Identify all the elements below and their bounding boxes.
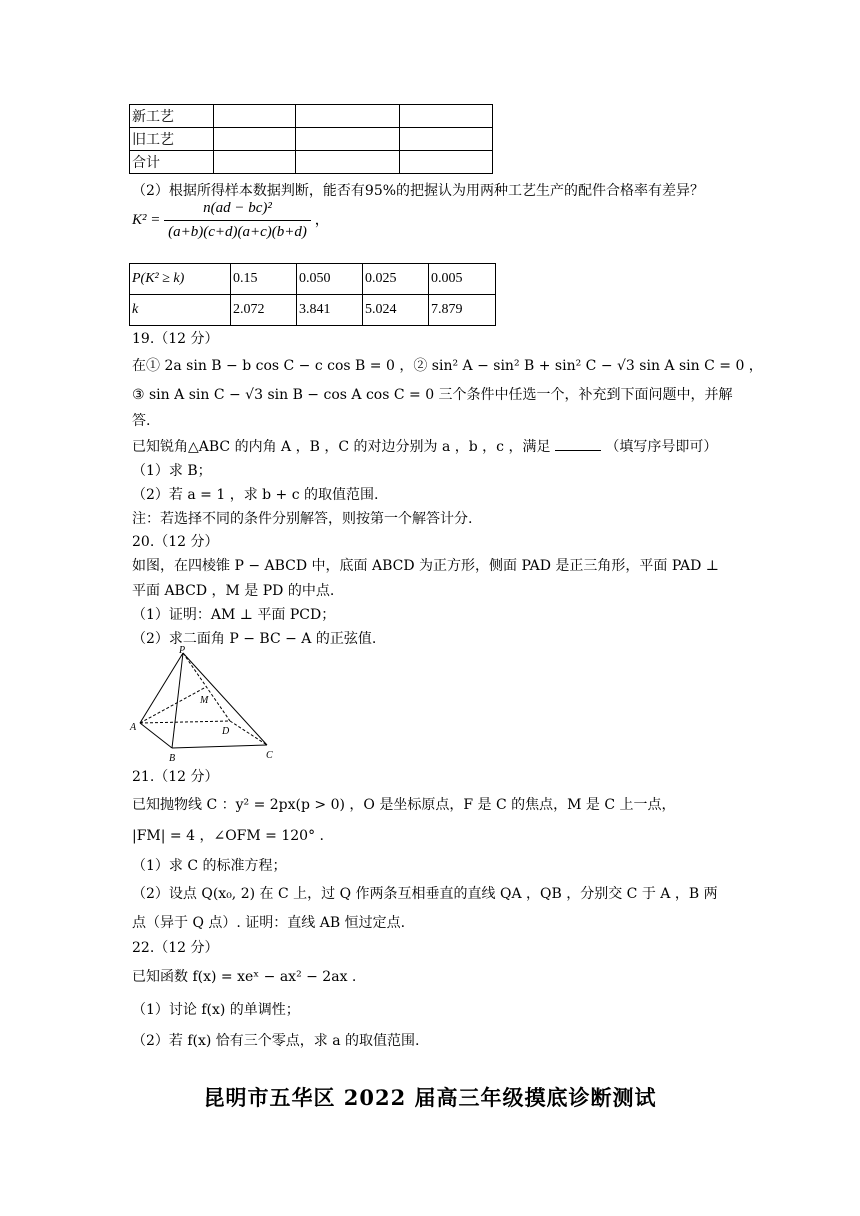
formula-denominator: (a+b)(c+d)(a+c)(b+d) <box>168 224 307 240</box>
row-label: 新工艺 <box>130 105 214 128</box>
page-title: 昆明市五华区 2022 届高三年级摸底诊断测试 <box>203 1085 657 1110</box>
q19-part2: （2）若 a = 1 ，求 b + c 的取值范围. <box>132 487 379 503</box>
chi-square-formula <box>132 200 330 241</box>
table-row <box>130 151 493 174</box>
q19-stem <box>132 436 717 456</box>
table-cell: 0.025 <box>363 264 429 295</box>
q21-part2: （2）设点 Q(x₀, 2) 在 C 上，过 Q 作两条互相垂直的直线 QA ，QB ，分别交 C 于 A ，B 两 <box>132 886 718 902</box>
q21-stem-1: 已知抛物线 C ：y² = 2px(p > 0) ，O 是坐标原点，F 是 C 的焦点，M 是 C 上一点， <box>132 797 676 813</box>
formula-tail: ， <box>314 211 330 228</box>
table-cell: 5.024 <box>363 295 429 326</box>
q19-conditions-1: 在① 2a sin B − b cos C − c cos B = 0 ，② sin² A − sin² B + sin² C − √3 sin A sin C = 0 ， <box>132 358 763 374</box>
table-cell: 2.072 <box>231 295 297 326</box>
answer-blank <box>555 438 601 451</box>
q20-part1: （1）证明：AM ⊥ 平面 PCD； <box>132 607 336 623</box>
q22-part1: （1）讨论 f(x) 的单调性； <box>132 1002 300 1018</box>
label-D: D <box>222 726 230 737</box>
q19-note: 注：若选择不同的条件分别解答，则按第一个解答计分. <box>132 511 473 527</box>
row-label: k <box>130 295 231 326</box>
table-cell: 3.841 <box>297 295 363 326</box>
q22-stem: 已知函数 f(x) = xeˣ − ax² − 2ax . <box>132 969 357 985</box>
q19-heading: 19.（12 分） <box>132 331 219 347</box>
formula-fraction <box>164 200 311 241</box>
table-row <box>130 105 493 128</box>
pyramid-figure <box>126 645 286 767</box>
table-row <box>130 264 496 295</box>
q21-part2-cont: 点（异于 Q 点）. 证明：直线 AB 恒过定点. <box>132 915 406 931</box>
q22-heading: 22.（12 分） <box>132 940 219 956</box>
q19-part1: （1）求 B； <box>132 463 212 479</box>
segment-AM <box>140 687 206 723</box>
q21-part1: （1）求 C 的标准方程； <box>132 858 287 874</box>
table-cell: 0.005 <box>429 264 496 295</box>
header-label: P(K² ≥ k) <box>130 264 231 295</box>
q19-stem-hint: （填写序号即可） <box>605 439 718 455</box>
label-B: B <box>169 753 176 764</box>
table-row <box>130 295 496 326</box>
edge-AD <box>140 721 230 723</box>
label-A: A <box>130 722 137 733</box>
formula-lhs: K² = <box>132 211 161 228</box>
q20-stem-2: 平面 ABCD ，M 是 PD 的中点. <box>132 583 335 599</box>
critical-value-table <box>129 263 496 326</box>
q19-conditions-3: 答. <box>132 413 151 429</box>
formula-numerator: n(ad − bc)² <box>164 200 311 221</box>
row-label: 合计 <box>130 151 214 174</box>
table-cell: 7.879 <box>429 295 496 326</box>
table-row <box>130 128 493 151</box>
q20-stem-1: 如图，在四棱锥 P − ABCD 中，底面 ABCD 为正方形，侧面 PAD 是正三角形，平面 PAD ⊥ <box>132 558 719 574</box>
q19-conditions-2: ③ sin A sin C − √3 sin B − cos A cos C = 0 三个条件中任选一个，补充到下面问题中，并解 <box>132 387 733 403</box>
q21-heading: 21.（12 分） <box>132 769 219 785</box>
q18-part2: （2）根据所得样本数据判断，能否有95%的把握认为用两种工艺生产的配件合格率有差异？ <box>132 183 705 199</box>
q22-part2: （2）若 f(x) 恰有三个零点，求 a 的取值范围. <box>132 1033 420 1049</box>
q20-part2: （2）求二面角 P − BC − A 的正弦值. <box>132 631 377 647</box>
label-P: P <box>179 645 186 656</box>
edge-PD <box>183 653 230 721</box>
edge-AB <box>140 723 172 748</box>
q20-heading: 20.（12 分） <box>132 534 219 550</box>
q21-stem-2: |FM| = 4 ，∠OFM = 120° . <box>132 828 324 844</box>
table-cell: 0.15 <box>231 264 297 295</box>
process-table <box>129 104 493 174</box>
row-label: 旧工艺 <box>130 128 214 151</box>
q19-stem-text: 已知锐角△ABC 的内角 A ，B ，C 的对边分别为 a ，b ，c ，满足 <box>132 439 551 455</box>
label-C: C <box>266 750 273 761</box>
label-M: M <box>200 695 209 706</box>
table-cell: 0.050 <box>297 264 363 295</box>
edge-BC <box>172 745 267 748</box>
